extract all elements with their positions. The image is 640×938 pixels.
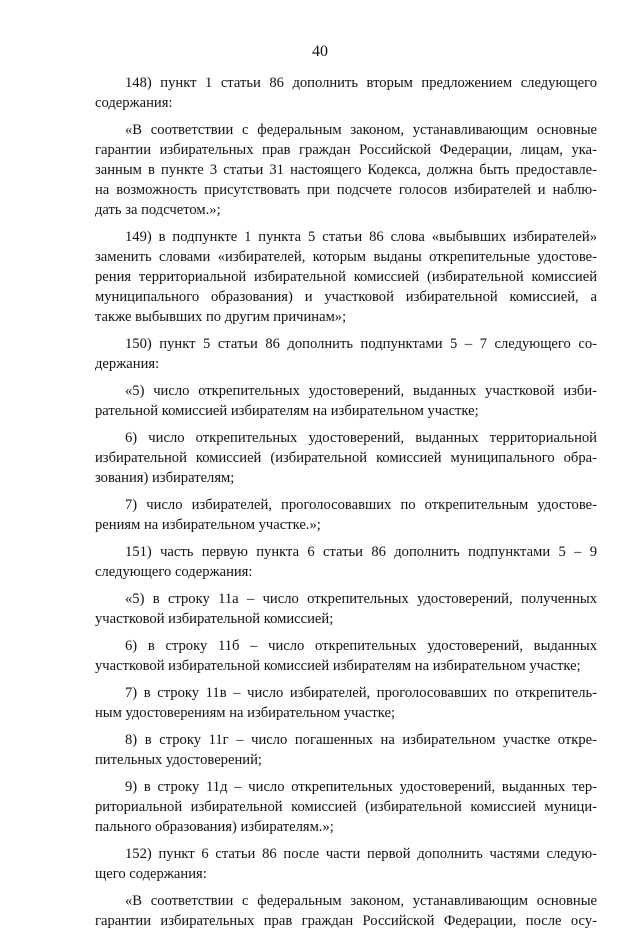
paragraph [95,891,597,931]
paragraph [95,334,597,374]
paragraph-line: избирательной комиссией (избирательной комиссией муниципального обра- [95,450,597,466]
paragraph-line: 150) пункт 5 статьи 86 дополнить подпунктами 5 – 7 следующего со- [125,336,597,352]
paragraph-line: 7) число избирателей, проголосовавших по открепительным удостове- [125,497,597,513]
paragraph-line: 8) в строку 11г – число погашенных на избирательном участке откре- [125,732,597,748]
paragraph [95,120,597,220]
paragraph-line: «В соответствии с федеральным законом, устанавливающим основные [125,893,597,909]
paragraph-line: 9) в строку 11д – число открепительных удостоверений, выданных тер- [125,779,597,795]
paragraph-line: держания: [95,356,160,372]
paragraph-line: щего содержания: [95,866,207,882]
paragraph [95,495,597,535]
paragraph-line: рения территориальной избирательной комиссией (избирательной комиссией [95,269,597,285]
page-number: 40 [312,43,328,60]
paragraph-line: на возможность присутствовать при подсчете голосов избирателей и наблю- [95,182,597,198]
paragraph [95,844,597,884]
paragraph-line: рениям на избирательном участке.»; [95,517,321,533]
paragraph [95,683,597,723]
paragraph-line: зования) избирателям; [95,470,235,486]
paragraph [95,227,597,327]
paragraph-line: 6) в строку 11б – число открепительных удостоверений, выданных [125,638,597,654]
paragraph [95,777,597,837]
paragraph [95,542,597,582]
paragraph-line: занным в пункте 3 статьи 31 настоящего Кодекса, должна быть предоставле- [95,162,597,178]
paragraph-line: риториальной избирательной комиссией (избирательной комиссией муници- [95,799,597,815]
paragraph-line: также выбывших по другим причинам»; [95,309,347,325]
paragraph-line: 152) пункт 6 статьи 86 после части первой дополнить частями следую- [125,846,597,862]
paragraph-line: рательной комиссией избирателям на избирательном участке; [95,403,479,419]
paragraph-line: муниципального образования) и участковой избирательной комиссией, а [95,289,597,305]
paragraph-line: содержания: [95,95,173,111]
paragraph-line: 7) в строку 11в – число избирателей, проголосовавших по открепитель- [125,685,597,701]
paragraph-line: пального образования) избирателям.»; [95,819,334,835]
paragraph-line: дать за подсчетом.»; [95,202,221,218]
paragraph-line: 6) число открепительных удостоверений, выданных территориальной [125,430,597,446]
paragraph-line: пительных удостоверений; [95,752,262,768]
paragraph-line: «5) число открепительных удостоверений, выданных участковой изби- [125,383,597,399]
paragraph-line: гарантии избирательных прав граждан Российской Федерации, лицам, ука- [95,142,597,158]
paragraph [95,381,597,421]
paragraph-line: 149) в подпункте 1 пункта 5 статьи 86 слова «выбывших избирателей» [125,229,597,245]
paragraph [95,73,597,113]
paragraph [95,730,597,770]
paragraph-line: 148) пункт 1 статьи 86 дополнить вторым предложением следующего [125,75,597,91]
paragraph-line: 151) часть первую пункта 6 статьи 86 дополнить подпунктами 5 – 9 [125,544,597,560]
paragraph [95,428,597,488]
paragraph-line: участковой избирательной комиссией избирателям на избирательном участке; [95,658,581,674]
paragraph [95,636,597,676]
paragraph [95,589,597,629]
paragraph-line: «5) в строку 11а – число открепительных удостоверений, полученных [125,591,597,607]
paragraph-line: участковой избирательной комиссией; [95,611,334,627]
paragraph-line: гарантии избирательных прав граждан Российской Федерации, после осу- [95,913,597,929]
document-body [95,73,597,938]
paragraph-line: ным удостоверениям на избирательном участке; [95,705,396,721]
paragraph-line: заменить словами «избирателей, которым выданы открепительные удостове- [95,249,597,265]
paragraph-line: следующего содержания: [95,564,253,580]
paragraph-line: «В соответствии с федеральным законом, устанавливающим основные [125,122,597,138]
